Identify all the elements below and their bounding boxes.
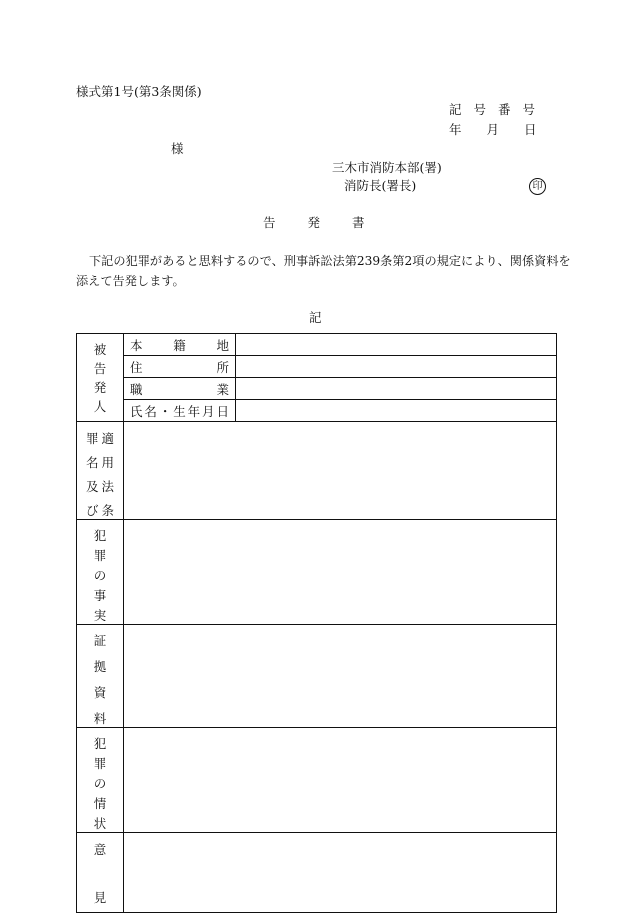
- charge-label-left: [86, 429, 99, 519]
- form-label: 様式第1号(第3条関係): [76, 84, 202, 99]
- label-char: 資: [93, 685, 107, 700]
- label-char: 罪: [93, 548, 107, 563]
- label-char: 見: [93, 890, 107, 905]
- issuer-org: 三木市消防本部(署): [332, 160, 442, 175]
- seal-mark: 印: [529, 178, 546, 195]
- field-value-name-birthdate[interactable]: [236, 400, 557, 422]
- label-char: 拠: [93, 659, 107, 674]
- field-value-occupation[interactable]: [236, 378, 557, 400]
- issuer-title: 消防長(署長): [344, 178, 417, 193]
- label-char: 業: [216, 381, 229, 397]
- label-char: 条: [101, 503, 115, 518]
- accused-label-cell: [77, 334, 124, 422]
- date-day: 日: [524, 122, 537, 137]
- label-char: 実: [93, 608, 107, 623]
- circumstances-value-cell[interactable]: [124, 728, 557, 833]
- date-label: [449, 124, 537, 137]
- label-char: 氏: [130, 403, 143, 419]
- label-char: 証: [93, 633, 107, 648]
- label-char: 犯: [93, 736, 107, 751]
- evidence-value-cell[interactable]: [124, 625, 557, 728]
- doc-number-char: 号: [522, 102, 536, 117]
- label-char: 本: [130, 337, 143, 353]
- label-char: の: [93, 776, 107, 791]
- field-label-occupation: [124, 378, 236, 400]
- field-value-domicile[interactable]: [236, 334, 557, 356]
- accused-char: 人: [93, 398, 107, 414]
- label-char: 名: [85, 455, 99, 470]
- date-year: 年: [449, 122, 462, 137]
- label-char: 法: [101, 479, 115, 494]
- doc-number-char: 記: [449, 102, 462, 117]
- label-char: 籍: [173, 337, 186, 353]
- addressee-suffix: 様: [171, 141, 184, 156]
- doc-number-char: 番: [498, 102, 511, 117]
- field-value-address[interactable]: [236, 356, 557, 378]
- ki-label: 記: [309, 310, 322, 325]
- label-char: 月: [202, 403, 215, 419]
- label-char: 及: [85, 479, 99, 494]
- accused-char: 発: [93, 379, 107, 395]
- label-char: ・: [158, 403, 172, 419]
- label-char: 犯: [93, 528, 107, 543]
- evidence-label-cell: [77, 625, 124, 728]
- opinion-value-cell[interactable]: [124, 833, 557, 913]
- document-title: [263, 217, 365, 230]
- title-char: 告: [263, 215, 276, 230]
- field-label-address: [124, 356, 236, 378]
- charge-label-cell: [77, 422, 124, 520]
- label-char: 日: [216, 403, 229, 419]
- label-char: 所: [216, 359, 229, 375]
- title-char: 発: [307, 215, 321, 230]
- accused-char: 被: [93, 342, 107, 358]
- label-char: 年: [187, 403, 201, 419]
- accusation-table: [76, 333, 557, 913]
- label-char: 意: [93, 842, 107, 857]
- label-char: 地: [216, 337, 229, 353]
- label-char: 生: [173, 403, 186, 419]
- label-char: 料: [93, 711, 107, 726]
- label-char: 罪: [93, 756, 107, 771]
- doc-number-label: [449, 104, 535, 117]
- label-char: 名: [144, 403, 157, 419]
- circumstances-label-cell: [77, 728, 124, 833]
- label-char: 適: [101, 431, 115, 446]
- doc-number-char: 号: [473, 102, 487, 117]
- label-char: 職: [130, 381, 143, 397]
- label-char: の: [93, 568, 107, 583]
- facts-label-cell: [77, 520, 124, 625]
- field-label-name-birthdate: [124, 400, 236, 422]
- label-char: 罪: [85, 431, 99, 446]
- label-char: び: [85, 503, 99, 518]
- accused-char: 告: [93, 361, 107, 377]
- field-label-domicile: [124, 334, 236, 356]
- opinion-label-cell: [77, 833, 124, 913]
- label-char: 住: [130, 359, 143, 375]
- label-char: 事: [93, 588, 107, 603]
- charge-value-cell[interactable]: [124, 422, 557, 520]
- body-line-2: 添えて告発します。: [76, 274, 185, 288]
- label-char: 用: [101, 455, 115, 470]
- facts-value-cell[interactable]: [124, 520, 557, 625]
- title-char: 書: [352, 215, 365, 230]
- label-char: 情: [93, 796, 107, 811]
- date-month: 月: [486, 122, 500, 137]
- body-line-1: 下記の犯罪があると思料するので、刑事訴訟法第239条第2項の規定により、関係資料を: [89, 254, 571, 268]
- label-char: 状: [93, 816, 107, 831]
- charge-label-right: [102, 429, 115, 519]
